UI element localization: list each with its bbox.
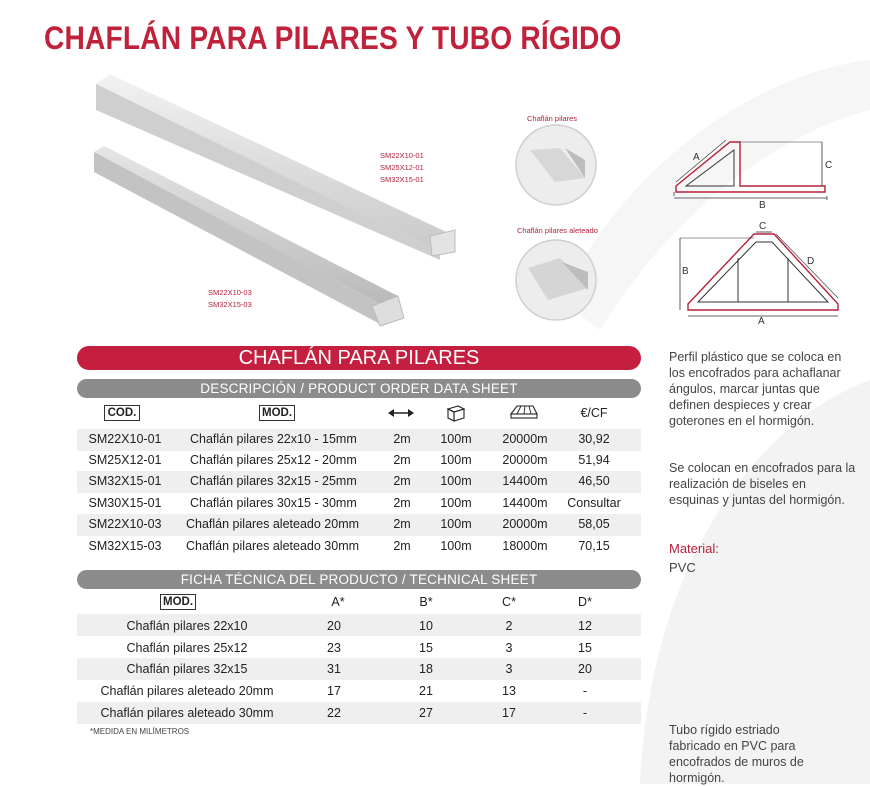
cell-cod: SM32X15-03 <box>88 539 162 553</box>
description-paragraph: Se colocan en encofrados para la realización de biseles en esquinas y juntas del hormigón. <box>669 461 856 507</box>
cell-length: 2m <box>393 453 411 467</box>
cell-d: - <box>582 684 588 698</box>
cell-pallet: 18000m <box>502 539 548 553</box>
code-label: SM22X10-01 <box>380 151 424 160</box>
description-paragraph: Perfil plástico que se coloca en los encofrados para achaflanar ángulos, marcar juntas que definen despieces y crear goterones en el hormigón. <box>669 350 842 428</box>
cell-a: 23 <box>327 641 341 655</box>
cell-mod: Chaflán pilares 25x12 <box>126 641 248 655</box>
cell-b: 18 <box>419 662 433 676</box>
order-sheet-title: DESCRIPCIÓN / PRODUCT ORDER DATA SHEET <box>77 379 641 398</box>
cell-length: 2m <box>393 432 411 446</box>
material-label: Material: <box>669 541 719 556</box>
cell-box: 100m <box>440 517 472 531</box>
footnote: *MEDIDA EN MILÍMETROS <box>90 727 190 736</box>
cell-price: Consultar <box>567 496 621 510</box>
box-icon <box>445 403 467 423</box>
cell-mod: Chaflán pilares aleteado 20mm <box>186 517 360 531</box>
cell-cod: SM22X10-03 <box>88 517 162 531</box>
cell-cod: SM22X10-01 <box>88 432 162 446</box>
cell-mod: Chaflán pilares 32x15 <box>126 662 248 676</box>
cell-length: 2m <box>393 517 411 531</box>
cell-b: 27 <box>419 706 433 720</box>
material-value: PVC <box>669 560 696 575</box>
dimension-diagrams <box>660 130 840 325</box>
col-header-cod: COD. <box>104 405 140 421</box>
dim-label-c: C <box>825 160 833 171</box>
col-header-mod: MOD. <box>259 405 295 421</box>
page-title: CHAFLÁN PARA PILARES Y TUBO RÍGIDO <box>44 20 622 56</box>
dim-label-d: D <box>807 256 815 267</box>
cell-pallet: 20000m <box>502 453 548 467</box>
cell-length: 2m <box>393 474 411 488</box>
cell-b: 21 <box>419 684 433 698</box>
cell-c: 3 <box>505 641 513 655</box>
code-label: SM32X15-03 <box>208 300 252 309</box>
cell-length: 2m <box>393 539 411 553</box>
cell-b: 10 <box>419 619 433 633</box>
product-photo <box>0 0 640 340</box>
code-label: SM25X12-01 <box>380 163 424 172</box>
tube-description: Tubo rígido estriado fabricado en PVC para encofrados de muros de hormigón. <box>669 723 804 785</box>
cell-c: 13 <box>502 684 516 698</box>
cell-a: 17 <box>327 684 341 698</box>
cell-mod: Chaflán pilares 30x15 - 30mm <box>190 496 357 510</box>
bottom-codes <box>208 287 252 311</box>
length-arrow-icon <box>388 406 414 420</box>
dim-label-a: A <box>693 152 700 163</box>
cell-d: 20 <box>578 662 592 676</box>
cell-cod: SM30X15-01 <box>88 496 162 510</box>
code-label: SM32X15-01 <box>380 175 424 184</box>
col-header-mod: MOD. <box>160 594 196 610</box>
cell-d: 12 <box>578 619 592 633</box>
cell-length: 2m <box>393 496 411 510</box>
cell-box: 100m <box>440 496 472 510</box>
cell-a: 22 <box>327 706 341 720</box>
cell-d: - <box>582 706 588 720</box>
dim-label-a: A <box>758 316 765 325</box>
cell-c: 17 <box>502 706 516 720</box>
cell-price: 30,92 <box>578 432 610 446</box>
cell-a: 20 <box>327 619 341 633</box>
cell-price: 51,94 <box>578 453 610 467</box>
code-label: SM22X10-03 <box>208 288 252 297</box>
cell-box: 100m <box>440 432 472 446</box>
cell-mod: Chaflán pilares 32x15 - 25mm <box>190 474 357 488</box>
cell-mod: Chaflán pilares 25x12 - 20mm <box>190 453 357 467</box>
circle-caption: Chaflán pilares aleteado <box>517 226 598 235</box>
col-header-d: D* <box>578 595 592 609</box>
cell-mod: Chaflán pilares aleteado 30mm <box>186 539 360 553</box>
col-header-b: B* <box>419 595 433 609</box>
cell-price: 70,15 <box>578 539 610 553</box>
cell-box: 100m <box>440 539 472 553</box>
cell-d: 15 <box>578 641 592 655</box>
section-banner: CHAFLÁN PARA PILARES <box>77 346 641 370</box>
tech-sheet-title: FICHA TÉCNICA DEL PRODUCTO / TECHNICAL SHEET <box>77 570 641 589</box>
cell-price: 58,05 <box>578 517 610 531</box>
col-header-c: C* <box>502 595 516 609</box>
cell-box: 100m <box>440 474 472 488</box>
col-header-price: €/CF <box>580 406 608 420</box>
col-header-a: A* <box>331 595 345 609</box>
cell-a: 31 <box>327 662 341 676</box>
cell-mod: Chaflán pilares 22x10 <box>126 619 248 633</box>
cell-mod: Chaflán pilares aleteado 20mm <box>100 684 274 698</box>
cell-pallet: 20000m <box>502 432 548 446</box>
cell-mod: Chaflán pilares aleteado 30mm <box>100 706 274 720</box>
dim-label-b: B <box>682 266 689 277</box>
cell-cod: SM25X12-01 <box>88 453 162 467</box>
cell-c: 3 <box>505 662 513 676</box>
cell-b: 15 <box>419 641 433 655</box>
cell-pallet: 14400m <box>502 496 548 510</box>
cell-pallet: 14400m <box>502 474 548 488</box>
cell-cod: SM32X15-01 <box>88 474 162 488</box>
dim-label-b: B <box>759 200 766 211</box>
top-codes <box>380 150 424 186</box>
cell-box: 100m <box>440 453 472 467</box>
dim-label-c: C <box>759 221 767 232</box>
cell-c: 2 <box>505 619 513 633</box>
cell-pallet: 20000m <box>502 517 548 531</box>
pallet-icon <box>509 404 539 420</box>
cell-mod: Chaflán pilares 22x10 - 15mm <box>190 432 357 446</box>
cell-price: 46,50 <box>578 474 610 488</box>
circle-caption: Chaflán pilares <box>527 114 578 123</box>
